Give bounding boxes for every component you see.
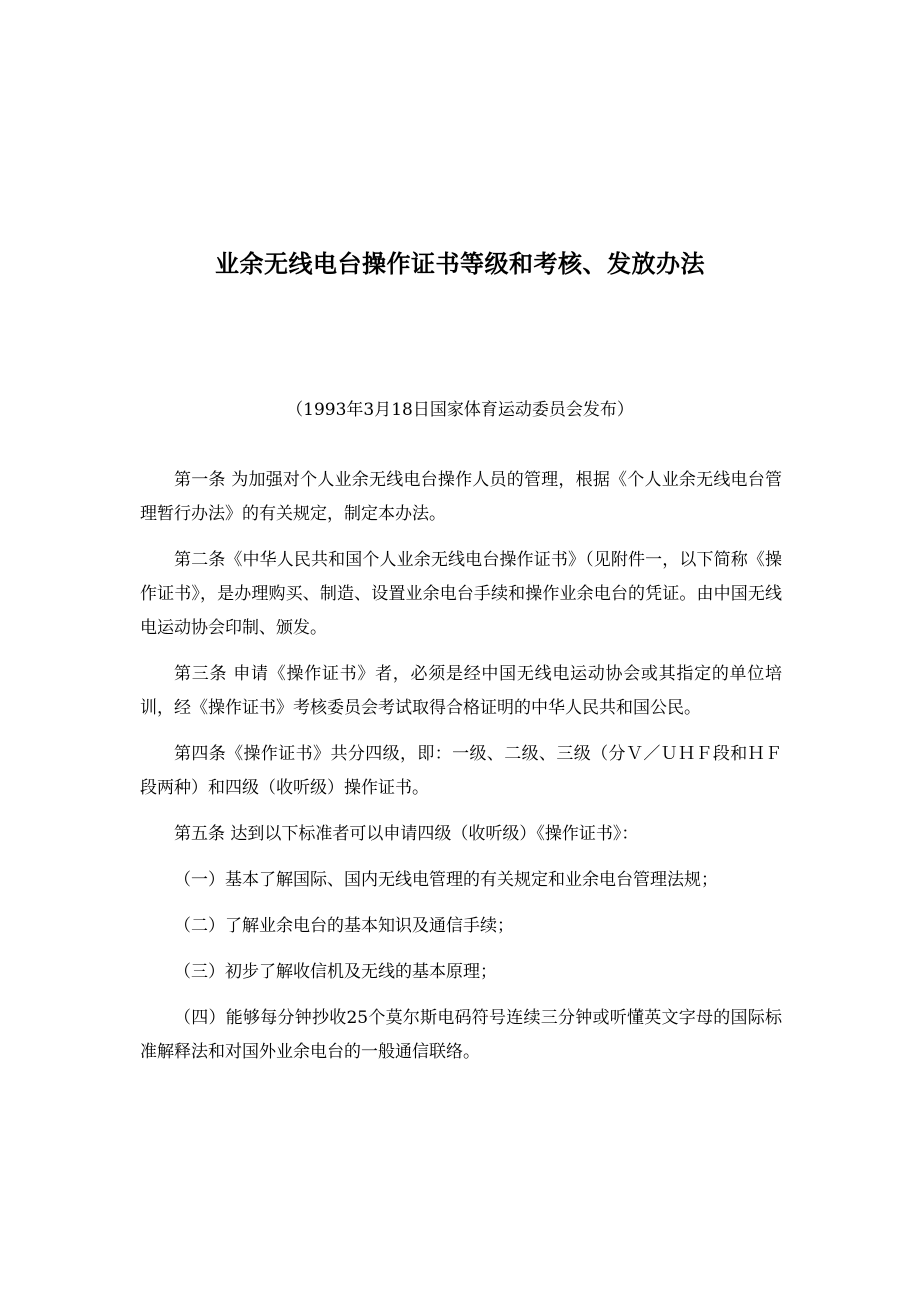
article-2-paragraph: 第二条《中华人民共和国个人业余无线电台操作证书》（见附件一，以下简称《操作证书》，是办理购买、制造、设置业余电台手续和操作业余电台的凭证。由中国无线电运动协会印制、颁发。 (140, 550, 782, 638)
article-5-item-2: （二）了解业余电台的基本知识及通信手续； (174, 916, 514, 936)
article-3-paragraph: 第三条 申请《操作证书》者，必须是经中国无线电运动协会或其指定的单位培训，经《操作证书》考核委员会考试取得合格证明的中华人民共和国公民。 (140, 664, 782, 718)
article-5-item-1: （一）基本了解国际、国内无线电管理的有关规定和业余电台管理法规； (174, 870, 718, 890)
article-5-paragraph: 第五条 达到以下标准者可以申请四级（收听级）《操作证书》： (174, 824, 639, 844)
article-4-paragraph: 第四条《操作证书》共分四级，即：一级、二级、三级（分Ｖ／ＵＨＦ段和ＨＦ段两种）和四级（收听级）操作证书。 (140, 744, 782, 798)
article-5-item-4: （四）能够每分钟抄收25个莫尔斯电码符号连续三分钟或听懂英文字母的国际标准解释法和对国外业余电台的一般通信联络。 (140, 1008, 782, 1062)
article-1-paragraph: 第一条 为加强对个人业余无线电台操作人员的管理，根据《个人业余无线电台管理暂行办法》的有关规定，制定本办法。 (140, 470, 782, 524)
article-5-item-3: （三）初步了解收信机及无线的基本原理； (174, 962, 497, 982)
document-subtitle: （1993年3月18日国家体育运动委员会发布） (286, 400, 634, 420)
document-body (140, 463, 782, 1069)
document-title: 业余无线电台操作证书等级和考核、发放办法 (215, 250, 705, 278)
